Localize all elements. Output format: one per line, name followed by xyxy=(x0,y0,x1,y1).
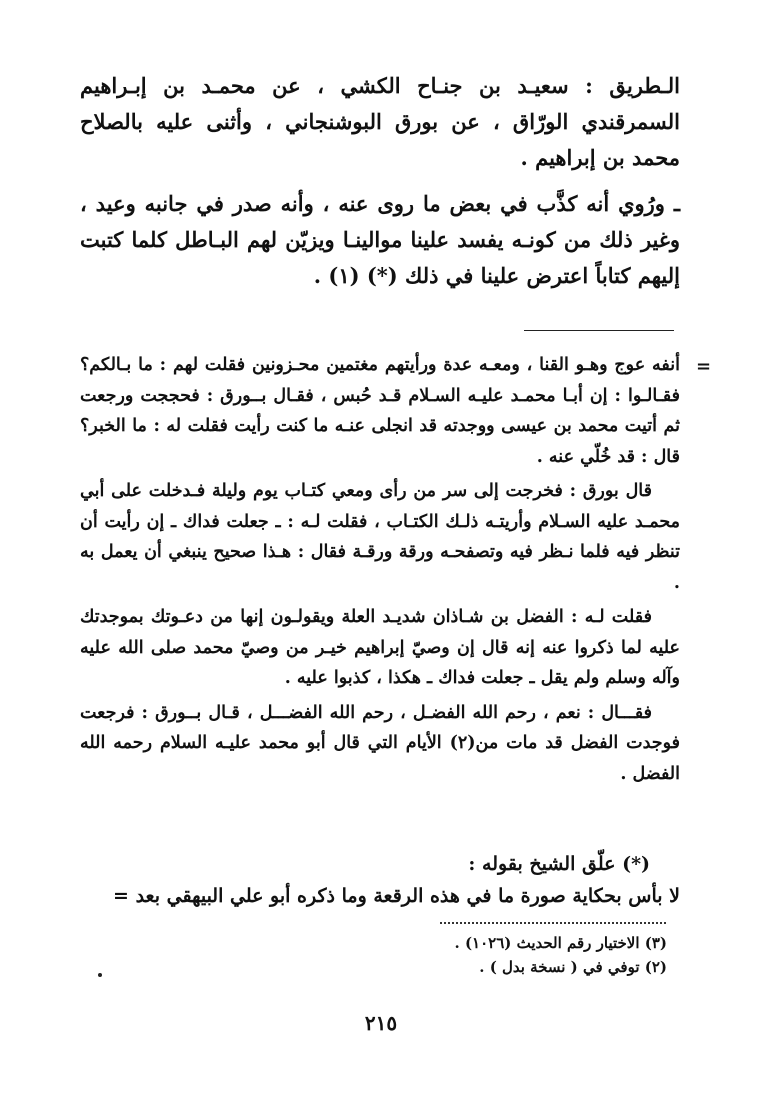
comment-text: لا بأس بحكاية صورة ما في هذه الرقعة وما ذكره أبو علي البيهقي بعد = xyxy=(113,885,680,907)
dotted-separator xyxy=(440,922,666,924)
main-paragraph-2: ـ ورُوي أنه كذَّب في بعض ما روى عنه ، وأنه صدر في جانبه وعيد ، وغير ذلك من كونـه يفسد علينا موالينـا ويزيّن لهم البـاطل كلما كتبت إليهم كتاباً اعترض علينا في ذلك (*) (١) . xyxy=(80,191,680,288)
main-text-block xyxy=(80,68,680,300)
reference-note: (٢) توفي في ( نسخة بدل ) . xyxy=(479,958,667,976)
main-paragraph-1: الـطريق : سعيـد بن جنـاح الكشي ، عن محمـد بن إبـراهيم السمرقندي الورّاق ، عن بورق البوشنجاني ، وأثنى عليه بالصلاح محمد بن إبراهيم . xyxy=(80,73,680,170)
footnote-paragraph-4: فقـــال : نعم ، رحم الله الفضـل ، رحم الله الفضـــل ، قـال بــورق : فرجعت فوجدت الفضل قد مات من(٢) الأيام التي قال أبو محمد عليـه السلام رحمه الله الفضل . xyxy=(80,702,680,784)
comment-heading: (*) علّق الشيخ بقوله : xyxy=(468,853,650,875)
reference-note: (٣) الاختيار رقم الحديث (١٠٢٦) . xyxy=(454,934,667,952)
footnote-paragraph-3: فقلت لـه : الفضل بن شـاذان شديـد العلة ويقولـون إنها من دعـوتك بموجدتك عليه لما ذكروا عنه إنه قال إن وصيّ إبراهيم خيـر من وصيّ محمد صلى الله عليه وآله وسلم ولم يقل ـ جعلت فداك ـ هكذا ، كذبوا عليه . xyxy=(80,607,680,688)
footnote-paragraph-1: أنفه عوج وهـو القنا ، ومعـه عدة ورأيتهم مغتمين محـزونين فقلت لهم : ما بـالكم؟ فقـالـوا : إن أبـا محمـد عليـه السـلام قـد حُبس ، فقـال بــورق : فحججت ورجعت ثم أتيت محمد بن عيسى ووجدته قد انجلى عنـه ما كنت رأيت فقلت له : ما الخبر؟ قال : قد خُلّي عنه . xyxy=(80,355,680,467)
reference-notes xyxy=(307,931,667,979)
ink-dot xyxy=(98,973,102,977)
footnote-separator xyxy=(524,330,674,331)
continuation-mark: = xyxy=(696,356,712,377)
footnote-paragraph-2: قال بورق : فخرجت إلى سر من رأى ومعي كتـاب يوم وليلة فـدخلت على أبي محمـد عليه السـلام وأريتـه ذلـك الكتـاب ، فقلت لـه : ـ جعلت فداك ـ إن رأيت أن تنظر فيه فلما نـظر فيه وتصفحـه ورقة ورقـة فقال : هـذا صحيح ينبغي أن يعمل به . xyxy=(80,481,680,593)
footnote-block xyxy=(80,350,680,793)
page-number: ٢١٥ xyxy=(364,1011,398,1035)
sheikh-comment xyxy=(80,848,680,912)
